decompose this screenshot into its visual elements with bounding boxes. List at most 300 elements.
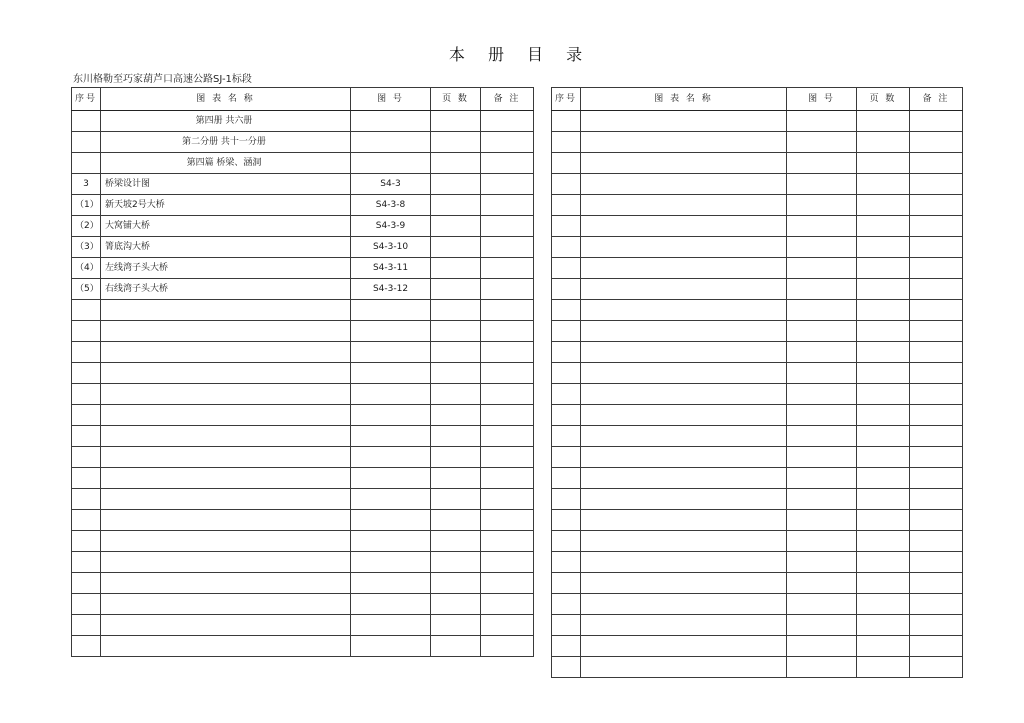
row-notes	[481, 426, 534, 447]
row-drawing-no	[787, 237, 857, 258]
row-notes	[910, 279, 963, 300]
row-title	[101, 531, 351, 552]
row-pages	[857, 153, 910, 174]
row-title	[101, 300, 351, 321]
header-no: 序号	[552, 88, 581, 111]
row-drawing-no	[787, 447, 857, 468]
row-title	[101, 573, 351, 594]
row-title	[101, 510, 351, 531]
row-drawing-no	[351, 384, 431, 405]
toc-row-empty	[72, 447, 534, 468]
row-title	[581, 300, 787, 321]
row-drawing-no	[351, 489, 431, 510]
row-notes	[481, 258, 534, 279]
row-pages	[431, 258, 481, 279]
row-title	[581, 111, 787, 132]
row-pages	[857, 132, 910, 153]
toc-header-row	[72, 88, 534, 111]
row-pages	[431, 573, 481, 594]
row-number	[72, 405, 101, 426]
row-title	[581, 174, 787, 195]
row-number	[72, 447, 101, 468]
toc-row-empty	[72, 510, 534, 531]
row-title	[581, 153, 787, 174]
row-notes	[910, 447, 963, 468]
header-no: 序号	[72, 88, 101, 111]
row-notes	[910, 342, 963, 363]
row-number	[552, 342, 581, 363]
row-drawing-no	[787, 279, 857, 300]
row-drawing-no	[787, 363, 857, 384]
row-title	[101, 468, 351, 489]
row-notes	[910, 321, 963, 342]
toc-row-empty	[552, 216, 963, 237]
row-title	[581, 195, 787, 216]
row-title	[581, 363, 787, 384]
row-pages	[857, 510, 910, 531]
row-number	[552, 426, 581, 447]
row-number	[552, 447, 581, 468]
row-pages	[857, 573, 910, 594]
row-drawing-no	[351, 111, 431, 132]
row-notes	[481, 279, 534, 300]
row-number	[72, 321, 101, 342]
toc-row-empty	[552, 153, 963, 174]
toc-row-empty	[552, 615, 963, 636]
row-number	[552, 174, 581, 195]
row-pages	[857, 342, 910, 363]
toc-row	[72, 216, 534, 237]
row-pages	[431, 321, 481, 342]
header-notes: 备 注	[481, 88, 534, 111]
row-notes	[481, 111, 534, 132]
row-title: 新天坡2号大桥	[101, 195, 351, 216]
row-title	[581, 321, 787, 342]
row-notes	[910, 216, 963, 237]
toc-row	[72, 237, 534, 258]
row-pages	[431, 552, 481, 573]
row-pages	[857, 636, 910, 657]
header-notes: 备 注	[910, 88, 963, 111]
toc-row-empty	[552, 132, 963, 153]
row-title: 大窝铺大桥	[101, 216, 351, 237]
row-pages	[431, 237, 481, 258]
row-drawing-no: S4-3	[351, 174, 431, 195]
header-pages: 页 数	[857, 88, 910, 111]
toc-table-right	[551, 87, 963, 678]
row-title	[101, 447, 351, 468]
toc-row-empty	[552, 279, 963, 300]
row-pages	[431, 426, 481, 447]
row-drawing-no: S4-3-12	[351, 279, 431, 300]
toc-row-empty	[552, 447, 963, 468]
row-title	[101, 552, 351, 573]
row-pages	[857, 258, 910, 279]
toc-row-empty	[552, 342, 963, 363]
toc-row-empty	[552, 321, 963, 342]
row-title	[581, 342, 787, 363]
row-title	[581, 279, 787, 300]
row-title	[581, 489, 787, 510]
row-number	[72, 594, 101, 615]
row-title	[101, 321, 351, 342]
toc-row-empty	[72, 489, 534, 510]
row-drawing-no	[351, 552, 431, 573]
project-name: 东川格勒至巧家葫芦口高速公路SJ-1标段	[73, 74, 252, 85]
row-notes	[481, 552, 534, 573]
row-drawing-no	[787, 111, 857, 132]
row-number	[552, 300, 581, 321]
row-title: 左线湾子头大桥	[101, 258, 351, 279]
toc-row-empty	[72, 405, 534, 426]
row-drawing-no	[351, 342, 431, 363]
row-title	[581, 216, 787, 237]
row-title	[581, 384, 787, 405]
toc-row-empty	[552, 657, 963, 678]
row-number	[72, 111, 101, 132]
row-notes	[910, 258, 963, 279]
row-title	[581, 573, 787, 594]
row-pages	[431, 405, 481, 426]
row-number	[552, 636, 581, 657]
row-notes	[481, 384, 534, 405]
row-number	[552, 552, 581, 573]
row-notes	[481, 468, 534, 489]
row-pages	[431, 132, 481, 153]
toc-row-empty	[552, 552, 963, 573]
header-title: 图 表 名 称	[581, 88, 787, 111]
row-drawing-no	[351, 594, 431, 615]
row-pages	[857, 195, 910, 216]
row-title	[581, 510, 787, 531]
row-pages	[857, 384, 910, 405]
row-number	[552, 216, 581, 237]
row-pages	[431, 195, 481, 216]
row-pages	[431, 216, 481, 237]
row-title: 箐底沟大桥	[101, 237, 351, 258]
row-title	[581, 531, 787, 552]
row-drawing-no	[787, 342, 857, 363]
toc-row	[72, 195, 534, 216]
row-number	[72, 573, 101, 594]
row-title	[101, 615, 351, 636]
row-title: 右线湾子头大桥	[101, 279, 351, 300]
toc-row-empty	[552, 489, 963, 510]
toc-row-empty	[72, 615, 534, 636]
row-number	[72, 300, 101, 321]
row-number: （3）	[72, 237, 101, 258]
row-drawing-no	[787, 216, 857, 237]
row-notes	[910, 657, 963, 678]
row-title	[581, 237, 787, 258]
row-notes	[910, 510, 963, 531]
row-number	[72, 132, 101, 153]
toc-row-empty	[552, 594, 963, 615]
row-pages	[431, 111, 481, 132]
toc-row-empty	[72, 321, 534, 342]
row-notes	[481, 531, 534, 552]
row-drawing-no: S4-3-10	[351, 237, 431, 258]
row-drawing-no	[787, 615, 857, 636]
row-number	[72, 489, 101, 510]
row-title	[581, 636, 787, 657]
row-title	[581, 132, 787, 153]
row-pages	[431, 174, 481, 195]
row-title	[581, 468, 787, 489]
row-number	[552, 531, 581, 552]
toc-row-empty	[552, 636, 963, 657]
row-number	[552, 510, 581, 531]
row-title	[101, 384, 351, 405]
row-title	[101, 342, 351, 363]
row-drawing-no	[787, 657, 857, 678]
row-pages	[431, 279, 481, 300]
row-number	[552, 279, 581, 300]
row-number	[552, 363, 581, 384]
row-drawing-no	[351, 447, 431, 468]
toc-row-empty	[72, 384, 534, 405]
toc-row-empty	[552, 573, 963, 594]
row-drawing-no	[787, 405, 857, 426]
row-number	[72, 384, 101, 405]
toc-row-empty	[552, 111, 963, 132]
row-pages	[857, 594, 910, 615]
row-notes	[910, 531, 963, 552]
row-title	[581, 657, 787, 678]
row-pages	[431, 342, 481, 363]
row-drawing-no	[351, 468, 431, 489]
row-notes	[910, 174, 963, 195]
row-number	[72, 510, 101, 531]
row-notes	[910, 111, 963, 132]
row-drawing-no	[787, 489, 857, 510]
row-drawing-no	[351, 573, 431, 594]
row-title	[581, 258, 787, 279]
row-drawing-no	[787, 468, 857, 489]
row-title	[101, 426, 351, 447]
row-notes	[910, 132, 963, 153]
row-drawing-no	[787, 174, 857, 195]
toc-row-empty	[552, 384, 963, 405]
row-number	[72, 342, 101, 363]
row-number	[552, 384, 581, 405]
toc-row	[72, 279, 534, 300]
row-number: 3	[72, 174, 101, 195]
row-pages	[857, 405, 910, 426]
row-drawing-no	[351, 426, 431, 447]
row-title: 第二分册 共十一分册	[101, 132, 351, 153]
row-number	[552, 321, 581, 342]
row-notes	[481, 405, 534, 426]
row-number	[552, 237, 581, 258]
toc-row-empty	[552, 426, 963, 447]
row-drawing-no	[351, 321, 431, 342]
row-pages	[431, 384, 481, 405]
toc-row-empty	[72, 300, 534, 321]
toc-row-empty	[72, 552, 534, 573]
row-drawing-no	[787, 384, 857, 405]
row-number	[552, 111, 581, 132]
toc-row-empty	[72, 573, 534, 594]
row-title: 桥梁设计图	[101, 174, 351, 195]
row-drawing-no	[351, 615, 431, 636]
row-notes	[481, 510, 534, 531]
row-title: 第四篇 桥梁、涵洞	[101, 153, 351, 174]
header-title: 图 表 名 称	[101, 88, 351, 111]
toc-row	[72, 258, 534, 279]
row-drawing-no: S4-3-8	[351, 195, 431, 216]
row-notes	[910, 552, 963, 573]
row-notes	[481, 174, 534, 195]
row-notes	[481, 363, 534, 384]
row-title	[101, 363, 351, 384]
row-drawing-no	[787, 594, 857, 615]
row-title	[581, 615, 787, 636]
row-pages	[857, 468, 910, 489]
row-notes	[481, 573, 534, 594]
row-title	[581, 447, 787, 468]
row-pages	[857, 321, 910, 342]
toc-row-empty	[552, 510, 963, 531]
row-number	[552, 258, 581, 279]
row-title	[101, 405, 351, 426]
row-pages	[857, 111, 910, 132]
row-title	[581, 552, 787, 573]
header-drawing-no: 图 号	[351, 88, 431, 111]
row-drawing-no	[351, 363, 431, 384]
row-notes	[910, 426, 963, 447]
row-notes	[910, 153, 963, 174]
row-number	[552, 195, 581, 216]
row-notes	[910, 405, 963, 426]
row-notes	[481, 195, 534, 216]
row-notes	[910, 300, 963, 321]
row-notes	[481, 153, 534, 174]
row-pages	[431, 468, 481, 489]
row-number	[552, 132, 581, 153]
row-pages	[431, 363, 481, 384]
row-pages	[857, 552, 910, 573]
header-pages: 页 数	[431, 88, 481, 111]
row-pages	[857, 174, 910, 195]
row-number	[552, 489, 581, 510]
row-pages	[431, 615, 481, 636]
row-notes	[481, 636, 534, 657]
row-title	[581, 594, 787, 615]
row-notes	[910, 489, 963, 510]
row-drawing-no	[351, 153, 431, 174]
row-notes	[910, 384, 963, 405]
row-notes	[481, 447, 534, 468]
toc-row-empty	[72, 426, 534, 447]
row-drawing-no	[787, 258, 857, 279]
row-pages	[857, 447, 910, 468]
row-notes	[481, 342, 534, 363]
row-drawing-no	[787, 153, 857, 174]
row-pages	[431, 510, 481, 531]
row-number	[552, 468, 581, 489]
row-pages	[857, 426, 910, 447]
row-number	[72, 615, 101, 636]
row-drawing-no	[787, 195, 857, 216]
toc-row-empty	[72, 342, 534, 363]
row-pages	[857, 657, 910, 678]
row-number: （5）	[72, 279, 101, 300]
toc-row-empty	[552, 174, 963, 195]
row-number	[72, 363, 101, 384]
toc-row-empty	[552, 531, 963, 552]
row-notes	[910, 636, 963, 657]
row-pages	[857, 279, 910, 300]
row-notes	[910, 594, 963, 615]
toc-row-empty	[552, 258, 963, 279]
row-pages	[431, 489, 481, 510]
row-notes	[910, 573, 963, 594]
row-number	[72, 468, 101, 489]
row-drawing-no	[787, 426, 857, 447]
row-notes	[910, 363, 963, 384]
toc-row-empty	[552, 195, 963, 216]
row-pages	[431, 300, 481, 321]
row-drawing-no	[351, 531, 431, 552]
row-title: 第四册 共六册	[101, 111, 351, 132]
document-title: 本 册 目 录	[448, 45, 592, 64]
row-notes	[481, 216, 534, 237]
toc-row-empty	[72, 636, 534, 657]
toc-row-empty	[552, 300, 963, 321]
toc-row-empty	[552, 468, 963, 489]
row-notes	[481, 300, 534, 321]
row-notes	[910, 195, 963, 216]
toc-row-empty	[552, 405, 963, 426]
toc-row	[72, 153, 534, 174]
row-pages	[857, 531, 910, 552]
row-pages	[431, 531, 481, 552]
toc-row-empty	[552, 237, 963, 258]
row-pages	[857, 489, 910, 510]
row-pages	[857, 237, 910, 258]
row-title	[101, 594, 351, 615]
toc-row-empty	[72, 468, 534, 489]
row-number: （2）	[72, 216, 101, 237]
row-drawing-no	[787, 636, 857, 657]
row-drawing-no	[351, 405, 431, 426]
row-number	[72, 531, 101, 552]
row-drawing-no	[787, 510, 857, 531]
row-pages	[857, 216, 910, 237]
row-title	[101, 636, 351, 657]
row-number	[552, 657, 581, 678]
toc-row	[72, 174, 534, 195]
row-pages	[857, 300, 910, 321]
row-number	[72, 153, 101, 174]
row-number: （4）	[72, 258, 101, 279]
row-pages	[431, 447, 481, 468]
row-notes	[910, 615, 963, 636]
row-number	[552, 615, 581, 636]
row-drawing-no: S4-3-11	[351, 258, 431, 279]
row-drawing-no	[351, 510, 431, 531]
row-pages	[857, 363, 910, 384]
row-notes	[481, 594, 534, 615]
row-drawing-no	[351, 636, 431, 657]
row-pages	[431, 636, 481, 657]
toc-row-empty	[72, 594, 534, 615]
row-number	[552, 594, 581, 615]
toc-header-row	[552, 88, 963, 111]
row-number	[72, 636, 101, 657]
row-number	[552, 573, 581, 594]
